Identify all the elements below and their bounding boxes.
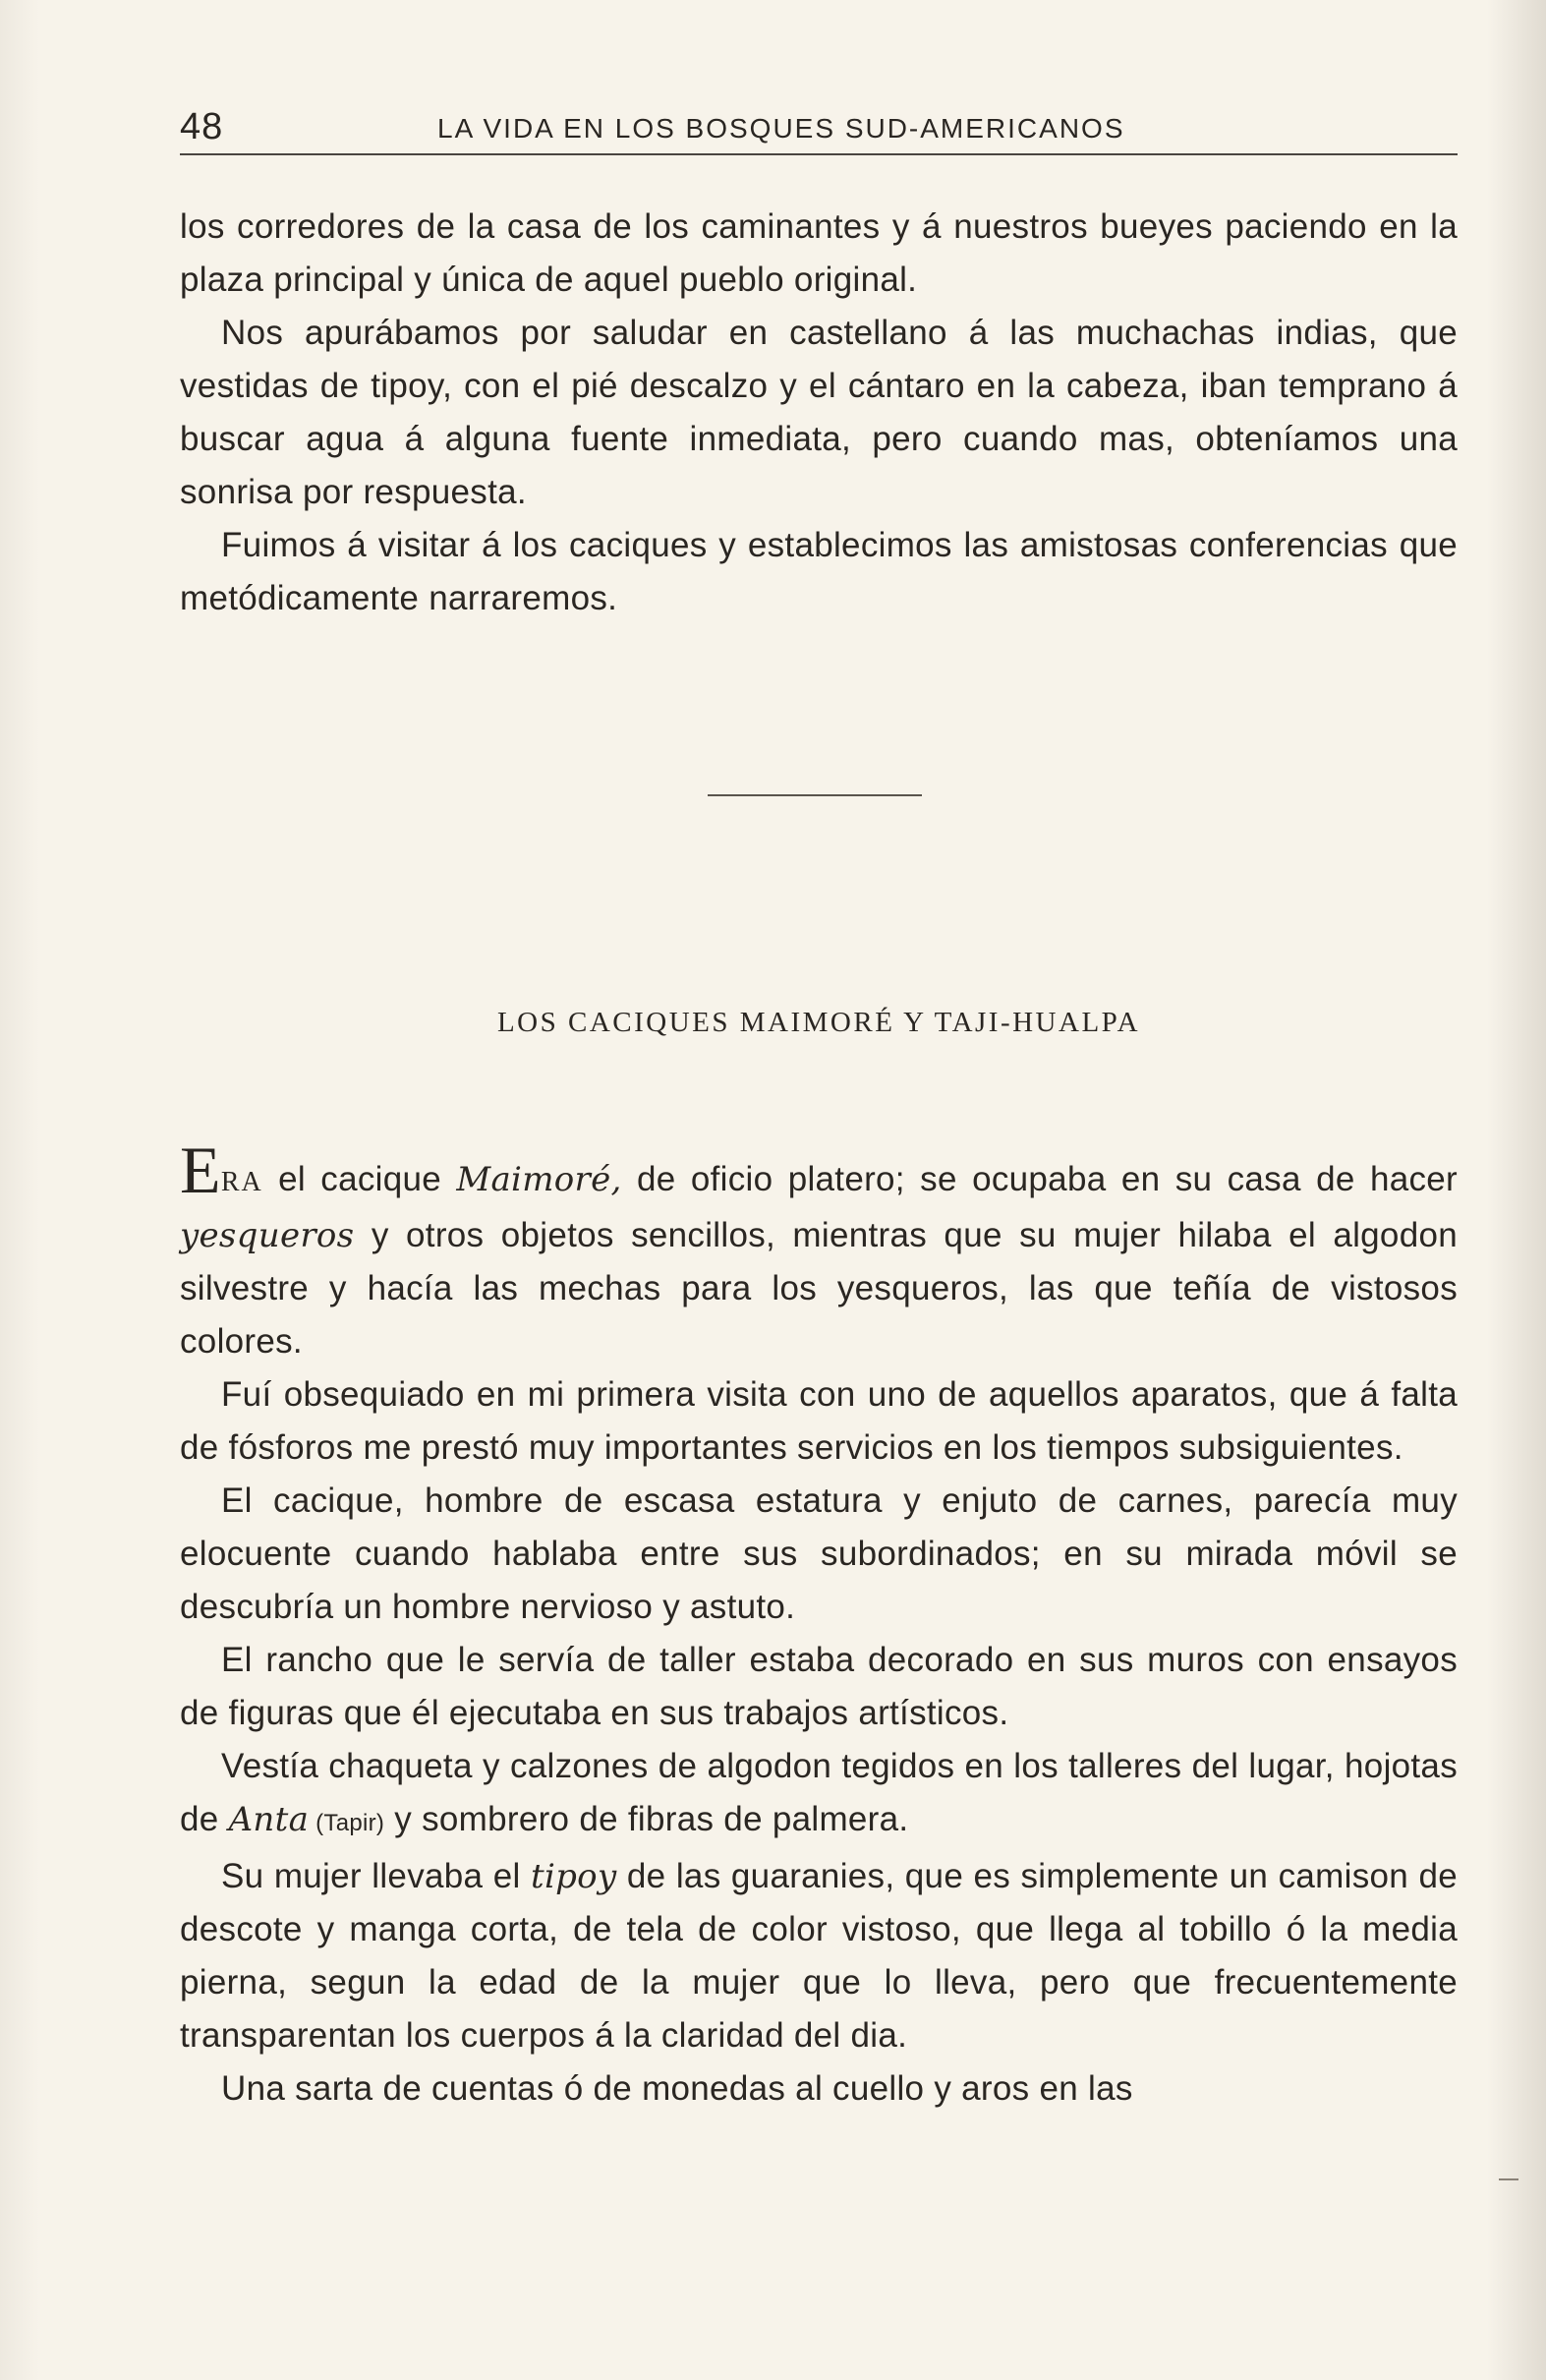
parenthetical-note: (Tapir): [309, 1810, 385, 1836]
section-divider-rule: [708, 794, 922, 796]
drop-cap: E: [180, 1132, 221, 1207]
paragraph-continuation: los corredores de la casa de los caminantes y á nuestros bueyes paciendo en la plaza principal y única de aquel pueblo original.: [180, 207, 1458, 299]
paragraph: Fuí obsequiado en mi primera visita con uno de aquellos aparatos, que á falta de fósforos me prestó muy importantes servicios en los tiempos subsiguientes.: [180, 1375, 1458, 1467]
text-run: Su mujer llevaba el: [221, 1857, 531, 1895]
small-caps-word: RA: [220, 1167, 263, 1197]
text-run: de oficio platero; se ocupaba en su casa de hacer: [621, 1160, 1459, 1198]
running-title: LA VIDA EN LOS BOSQUES SUD-AMERICANOS: [437, 113, 1125, 144]
page-header: [180, 100, 1458, 155]
text-run: y sombrero de fibras de palmera.: [384, 1800, 909, 1838]
paragraph-continues: Una sarta de cuentas ó de monedas al cuello y aros en las: [221, 2069, 1133, 2108]
paragraph: El cacique, hombre de escasa estatura y enjuto de carnes, parecía muy elocuente cuando hablaba entre sus subordinados; en su mirada móvil se descubría un hombre nervioso y astuto.: [180, 1481, 1458, 1626]
margin-mark: [1499, 2178, 1518, 2180]
paragraph: Nos apurábamos por saludar en castellano á las muchachas indias, que vestidas de tipoy, con el pié descalzo y el cántaro en la cabeza, iban temprano á buscar agua á alguna fuente inmediata, pero cuando mas, obteníamos una sonrisa por respuesta.: [180, 314, 1458, 511]
italic-name: Maimoré,: [456, 1160, 622, 1199]
page-edge-shadow-left: [0, 0, 39, 2380]
paragraph: Fuimos á visitar á los caciques y establecimos las amistosas conferencias que metódicamente narraremos.: [180, 526, 1458, 617]
text-run: de las guaranies, que es simplemente un camison de descote y manga corta, de tela de color vistoso, que llega al tobillo ó la media pierna, segun la edad de la mujer que lo lleva, pero que frecuentemente transparentan los cuerpos á la claridad del dia.: [180, 1857, 1458, 2055]
text-block-section-2: [180, 1132, 1459, 2116]
paragraph-opening: [180, 1132, 1459, 1368]
section-heading: LOS CACIQUES MAIMORÉ Y TAJI-HUALPA: [496, 1007, 1141, 1038]
page-edge-shadow-right: [1487, 0, 1546, 2380]
italic-term: Anta: [228, 1800, 310, 1839]
italic-term: tipoy: [530, 1857, 617, 1896]
text-block-section-1: [180, 201, 1458, 625]
paragraph: El rancho que le servía de taller estaba decorado en sus muros con ensayos de figuras que él ejecutaba en sus trabajos artísticos.: [180, 1641, 1458, 1732]
text-run: Vestía chaqueta y calzones de algodon tegidos en los talleres del lugar, hojotas de: [180, 1747, 1458, 1838]
paragraph: [180, 1740, 1458, 1850]
paragraph: [180, 1850, 1458, 2062]
text-run: y otros objetos sencillos, mientras que su mujer hilaba el algodon silvestre y hacía las mechas para los yesqueros, las que teñía de vistosos colores.: [180, 1216, 1458, 1361]
italic-term: yesqueros: [180, 1216, 355, 1255]
page-number: 48: [180, 106, 224, 147]
text-run: el cacique: [262, 1160, 457, 1198]
